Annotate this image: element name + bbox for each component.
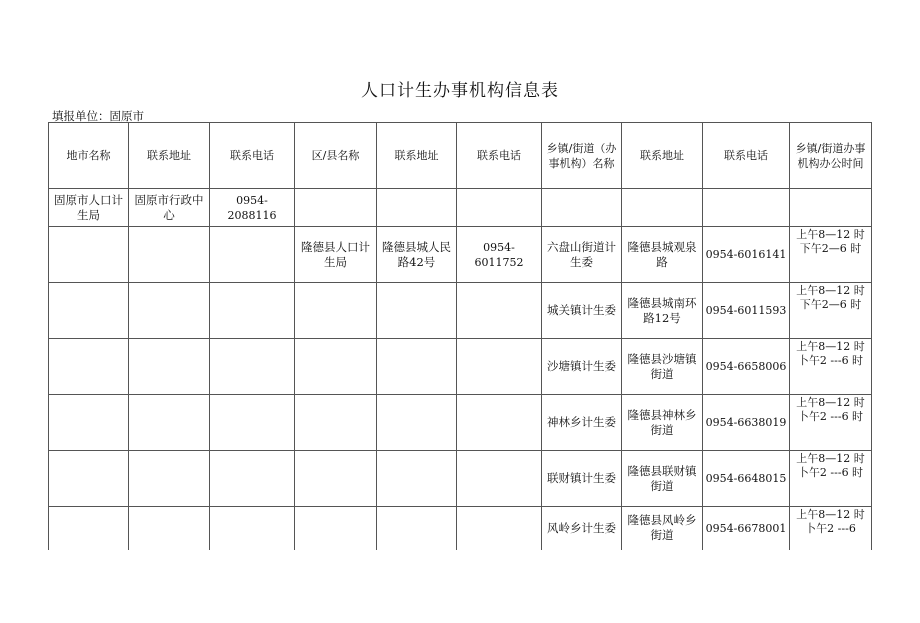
township-phone: 0954-6658006 [703, 339, 790, 395]
city-phone: 0954-2088116 [210, 189, 295, 227]
county-name [295, 451, 377, 507]
county-name [295, 395, 377, 451]
city-phone [210, 395, 295, 451]
city-address [129, 227, 210, 283]
header-city-address: 联系地址 [129, 123, 210, 189]
township-name: 联财镇计生委 [542, 451, 622, 507]
city-address [129, 507, 210, 550]
county-phone [457, 395, 542, 451]
table-row [49, 507, 872, 550]
city-address [129, 339, 210, 395]
city-name [49, 339, 129, 395]
county-address [377, 339, 457, 395]
city-name [49, 283, 129, 339]
township-address: 隆德县沙塘镇街道 [622, 339, 703, 395]
office-hours: 上午8—12 时卜午2 ---6 [790, 507, 872, 550]
table-row [49, 283, 872, 339]
township-name: 沙塘镇计生委 [542, 339, 622, 395]
township-phone: 0954-6678001 [703, 507, 790, 550]
township-address: 隆德县城观泉路 [622, 227, 703, 283]
city-address [129, 395, 210, 451]
county-name [295, 339, 377, 395]
county-phone [457, 451, 542, 507]
report-unit: 填报单位：固原市 [52, 109, 144, 123]
office-hours: 上午8—12 时卜午2 ---6 时 [790, 395, 872, 451]
table-row [49, 227, 872, 283]
township-phone: 0954-6638019 [703, 395, 790, 451]
city-address [129, 451, 210, 507]
county-name [295, 189, 377, 227]
city-address: 固原市行政中心 [129, 189, 210, 227]
table-row [49, 339, 872, 395]
county-name: 隆德县人口计生局 [295, 227, 377, 283]
township-address: 隆德县神林乡街道 [622, 395, 703, 451]
city-phone [210, 227, 295, 283]
county-phone [457, 189, 542, 227]
office-hours: 上午8—12 时卜午2 ---6 时 [790, 339, 872, 395]
township-phone: 0954-6016141 [703, 227, 790, 283]
township-address [622, 189, 703, 227]
county-phone: 0954-6011752 [457, 227, 542, 283]
city-name [49, 395, 129, 451]
header-township-name: 乡镇/街道（办事机构）名称 [542, 123, 622, 189]
header-county-phone: 联系电话 [457, 123, 542, 189]
city-phone [210, 507, 295, 550]
table-row [49, 451, 872, 507]
office-hours: 上午8—12 时卜午2 ---6 时 [790, 451, 872, 507]
city-phone [210, 283, 295, 339]
header-city-name: 地市名称 [49, 123, 129, 189]
city-name [49, 507, 129, 550]
city-name [49, 227, 129, 283]
city-address [129, 283, 210, 339]
township-phone: 0954-6011593 [703, 283, 790, 339]
page-title: 人口计生办事机构信息表 [361, 81, 559, 101]
header-county-address: 联系地址 [377, 123, 457, 189]
office-hours: 上午8—12 时下午2—6 时 [790, 283, 872, 339]
header-row [49, 123, 872, 189]
office-hours [790, 189, 872, 227]
county-phone [457, 283, 542, 339]
city-name [49, 451, 129, 507]
city-phone [210, 451, 295, 507]
county-phone [457, 339, 542, 395]
info-table [48, 122, 872, 550]
city-name: 固原市人口计生局 [49, 189, 129, 227]
township-name: 神林乡计生委 [542, 395, 622, 451]
township-name: 风岭乡计生委 [542, 507, 622, 550]
header-city-phone: 联系电话 [210, 123, 295, 189]
header-county-name: 区/县名称 [295, 123, 377, 189]
county-address [377, 189, 457, 227]
township-phone: 0954-6648015 [703, 451, 790, 507]
county-address [377, 507, 457, 550]
county-name [295, 507, 377, 550]
county-address: 隆德县城人民路42号 [377, 227, 457, 283]
county-address [377, 395, 457, 451]
table-body [49, 123, 872, 550]
header-township-phone: 联系电话 [703, 123, 790, 189]
township-address: 隆德县风岭乡街道 [622, 507, 703, 550]
township-address: 隆德县联财镇街道 [622, 451, 703, 507]
header-office-hours: 乡镇/街道办事机构办公时间 [790, 123, 872, 189]
township-name: 城关镇计生委 [542, 283, 622, 339]
county-address [377, 451, 457, 507]
header-township-address: 联系地址 [622, 123, 703, 189]
city-phone [210, 339, 295, 395]
county-address [377, 283, 457, 339]
county-name [295, 283, 377, 339]
township-name: 六盘山街道计生委 [542, 227, 622, 283]
township-address: 隆德县城南环路12号 [622, 283, 703, 339]
county-phone [457, 507, 542, 550]
township-name [542, 189, 622, 227]
office-hours: 上午8—12 时下午2—6 时 [790, 227, 872, 283]
township-phone [703, 189, 790, 227]
table-row [49, 395, 872, 451]
table-row [49, 189, 872, 227]
